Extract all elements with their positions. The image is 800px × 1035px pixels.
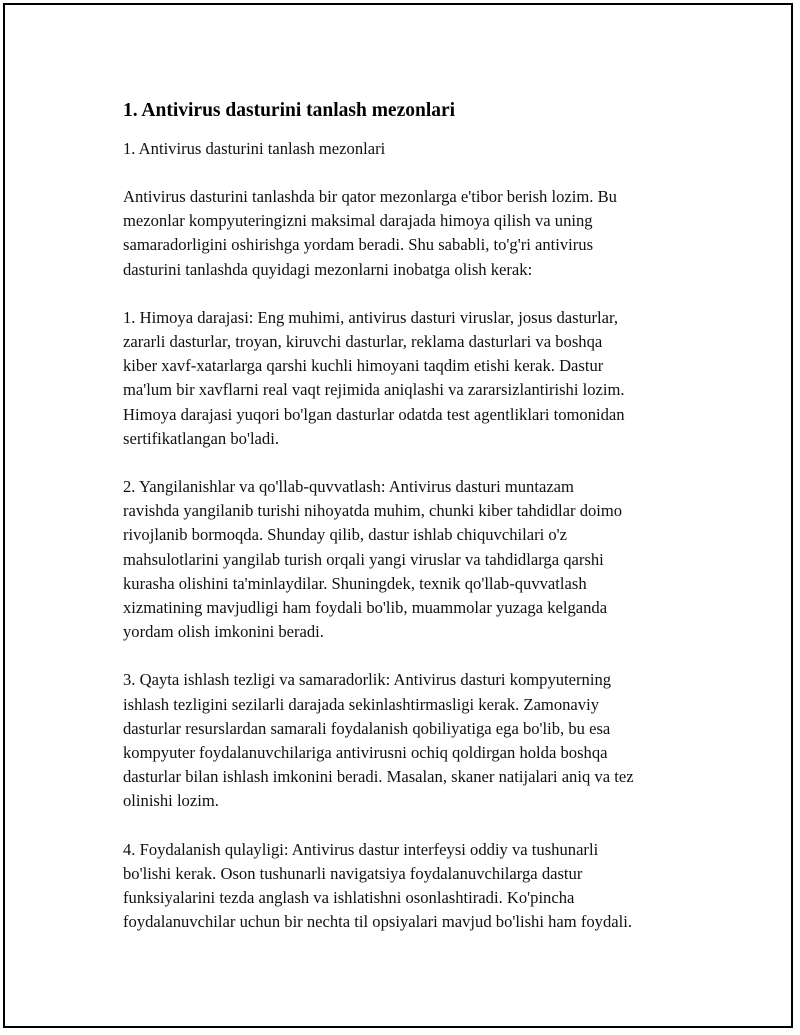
paragraph-usability: 4. Foydalanish qulayligi: Antivirus dastur interfeysi oddiy va tushunarli bo'lishi kerak. Oson tushunarli navigatsiya foydalanuvchilarga dastur funksiyalarini tezda anglash va ishlatishni osonlashtiradi. Ko'pincha foydalanuvchilar uchun bir nechta til opsiyalari mavjud bo'lishi ham foydali. [123,839,632,932]
paragraph-intro: Antivirus dasturini tanlashda bir qator mezonlarga e'tibor berish lozim. Bu mezonlar kompyuteringizni maksimal darajada himoya qilish va uning samaradorligini oshirishga yordam beradi. Shu sababli, to'g'ri antivirus dasturini tanlashda quyidagi mezonlarni inobatga olish kerak: [123,187,617,279]
paragraph-protection-level: 1. Himoya darajasi: Eng muhimi, antivirus dasturi viruslar, josus dasturlar, zararli dasturlar, troyan, kiruvchi dasturlar, reklama dasturlari va boshqa kiber xavf-xatarlarga qarshi kuchli himoyani taqdim etishi kerak. Dastur ma'lum bir xavflarni real vaqt rejimida aniqlashi va zararsizlantirishi lozim. Himoya darajasi yuqori bo'lgan dasturlar odatda test agentliklari tomonidan sertifikatlangan bo'ladi. [123,307,625,448]
document-subtitle: 1. Antivirus dasturini tanlash mezonlari [123,139,386,158]
paragraph-performance: 3. Qayta ishlash tezligi va samaradorlik: Antivirus dasturi kompyuterning ishlash tezligini sezilarli darajada sekinlashtirmasligi kerak. Zamonaviy dasturlar resurslardan samarali foydalanish qobiliyatiga ega bo'lib, bu esa kompyuter foydalanuvchilariga antivirusni ochiq qoldirgan holda boshqa dasturlar bilan ishlash imkonini beradi. Masalan, skaner natijalari aniq va tez olinishi lozim. [123,670,634,811]
paragraph-updates-support: 2. Yangilanishlar va qo'llab-quvvatlash: Antivirus dasturi muntazam ravishda yangilanib turishi nihoyatda muhim, chunki kiber tahdidlar doimo rivojlanib bormoqda. Shunday qilib, dastur ishlab chiquvchilari o'z mahsulotlarini yangilab turish orqali yangi viruslar va tahdidlarga qarshi kurasha olishini ta'minlaydilar. Shuningdek, texnik qo'llab-quvvatlash xizmatining mavjudligi ham foydali bo'lib, muammolar yuzaga kelganda yordam olish imkonini beradi. [123,477,623,642]
document-title: 1. Antivirus dasturini tanlash mezonlari [123,100,456,121]
document-body [123,97,703,934]
page-frame [3,3,793,1028]
